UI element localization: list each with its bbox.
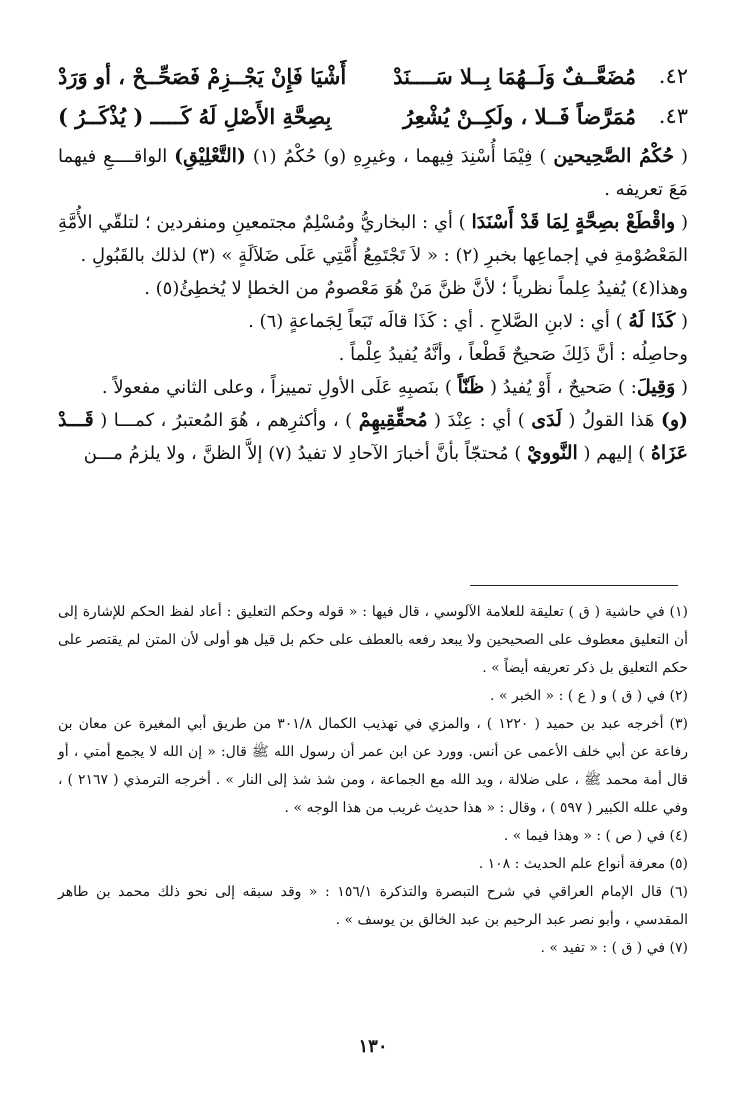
footnote: (٧) في ( ق ) : « تفيد » . (540, 940, 688, 956)
commentary-paragraph (58, 140, 688, 206)
matn-quote: النَّوويْ (527, 442, 578, 464)
commentary-paragraph (58, 206, 688, 272)
paragraph-text: وحاصِلُه : أنَّ ذَلِكَ صَحيحٌ قَطْعاً ، وأنَّهُ يُفيدُ عِلْماً . (338, 344, 688, 365)
footnotes (58, 598, 688, 962)
footnote: (٢) في ( ق ) و ( ع ) : « الخبر » . (490, 688, 688, 704)
paragraph-text: ) مُحتجّاً بأنَّ أخبارَ الآحادِ لا تفيدُ (٧) إلاَّ الظنَّ ، ولا يلزمُ مـــن (83, 443, 528, 464)
verse-first-hemistich: مُضَعَّــفٌ وَلَــهُمَا بِــلا سَــــنَدْ (393, 64, 636, 89)
commentary-paragraph (58, 272, 688, 305)
verse-second-hemistich: بِصِحَّةِ الأَصْلِ لَهُ كَـــــ ( يُذْكَــرُ ) (58, 104, 332, 129)
commentary-paragraph (58, 338, 688, 371)
paragraph-text: ) بنَصبِهِ عَلَى الأولِ تمييزاً ، وعلى الثاني مفعولاً . (101, 377, 458, 398)
verse-number: ٤٢. (658, 64, 688, 88)
paragraph-text: ( (674, 146, 688, 167)
verse-second-hemistich: أَشْيَا فَإِنْ يَجْــزِمْ فَصَحِّــحْ ، أو وَرَدْ (58, 64, 347, 89)
paragraph-text: ( (675, 311, 688, 332)
verse-first-hemistich: مُمَرَّضاً فَــلا ، ولَكِــنْ يُشْعِرُ (403, 104, 636, 129)
paragraph-text: ) ، وأكثرِهم ، هُوَ المُعتبرُ ، كمـــا ( (93, 410, 359, 431)
footnote: (١) في حاشية ( ق ) تعليقة للعلامة الآلوسي ، قال فيها : « قوله وحكم التعليق : أعاد لفظ الحكم للإشارة إلى أن التعليق معطوف على الصحيحين ولا يبعد رفعه بالعطف على حكم بل قيل هو أولى لأن المتن لم يقتصر على حكم التعليق بل ذكر تعريفه أيضاً » . (58, 604, 688, 676)
commentary-paragraph (58, 404, 688, 470)
paragraph-text: ) إليهم ( (577, 443, 651, 464)
matn-quote: قَـــدْ عَزَاهُ (58, 409, 688, 464)
paragraph-text: ) فِيْمَا أُسْنِدَ فِيهما ، وغيرِهِ (و) حُكْمُ (١) (245, 146, 554, 167)
page-number: ١٣٠ (358, 1036, 388, 1057)
matn-quote: لَدَى (531, 409, 562, 431)
commentary-text (58, 140, 688, 470)
paragraph-text: الواقــــعِ فيهما مَعَ تعريفه . (58, 146, 688, 200)
commentary-paragraph (58, 371, 688, 404)
paragraph-text: ) أي : البخاريُّ ومُسْلِمٌ مجتمعينِ ومنفردين ؛ لتلقّي الأُمَّةِ المَعْصُوْمةِ في إجماعِها بخبرِ (٢) : « لاَ تَجْتَمِعُ أُمَّتِي عَلَى ضَلاَلَةٍ » (٣) لذلك بالقَبُولِ . (58, 212, 688, 266)
footnote: (٤) في ( ص ) : « وهذا فيما » . (503, 828, 688, 844)
matn-quote: (التَّعْلِيْقِ) (174, 145, 246, 167)
matn-quote: (و) (660, 409, 688, 431)
matn-quote: كَذَا لَهُ (628, 310, 676, 332)
matn-quote: ظَنّاً (457, 376, 485, 398)
paragraph-text: ) أي : عِنْدَ ( (427, 410, 532, 431)
commentary-paragraph (58, 305, 688, 338)
page-content (58, 58, 688, 1068)
footnote: (٥) معرفة أنواع علم الحديث : ١٠٨ . (478, 856, 688, 872)
verse-line (58, 58, 688, 98)
matn-quote: حُكْمُ الصَّحِيحين (553, 145, 675, 167)
paragraph-text: وهذا(٤) يُفيدُ عِلماً نظرياً ؛ لأنَّ ظنَّ مَنْ هُوَ مَعْصومٌ من الخطإ لا يُخطِئُ(٥) . (144, 278, 688, 299)
paragraph-text: هَذا القولُ ( (561, 410, 661, 431)
footnote: (٦) قال الإمام العراقي في شرح التبصرة والتذكرة ١٥٦/١ : « وقد سبقه إلى نحو ذلك محمد بن طاهر المقدسي ، وأبو نصر عبد الرحيم بن عبد الخالق بن يوسف » . (58, 884, 689, 928)
matn-quote: وَقِيلَ (636, 376, 676, 398)
matn-quote: مُحقِّقِيهِمْ (358, 409, 428, 431)
paragraph-text: ( (675, 377, 688, 398)
footnote: (٣) أخرجه عبد بن حميد ( ١٢٢٠ ) ، والمزي في تهذيب الكمال ٣٠١/٨ من طريق أبي المغيرة عن معان بن رفاعة عن أبي خلف الأعمى عن أنس. وورد عن ابن عمر أن رسول الله ﷺ قال: « إن الله لا يجمع أمتي ، أو قال أمة محمد ﷺ ، على ضلالة ، ويد الله مع الجماعة ، ومن شذ شذ إلى النار » . أخرجه الترمذي ( ٢١٦٧ ) ، وفي علله الكبير ( ٥٩٧ ) ، وقال : « هذا حديث غريب من هذا الوجه » . (58, 716, 688, 816)
paragraph-text: ( (675, 212, 688, 233)
paragraph-text: ) أي : لابنِ الصَّلاحِ . أي : كَذَا قالَه تَبَعاً لِجَماعةٍ (٦) . (248, 311, 629, 332)
matn-quote: واقْطَعْ بصِحَّةٍ لِمَا قَدْ أَسْنَدَا (471, 211, 676, 233)
paragraph-text: : ) صَحيحٌ ، أَوْ يُفيدُ ( (484, 377, 637, 398)
verse-line (58, 98, 688, 138)
verse-number: ٤٣. (658, 104, 688, 128)
